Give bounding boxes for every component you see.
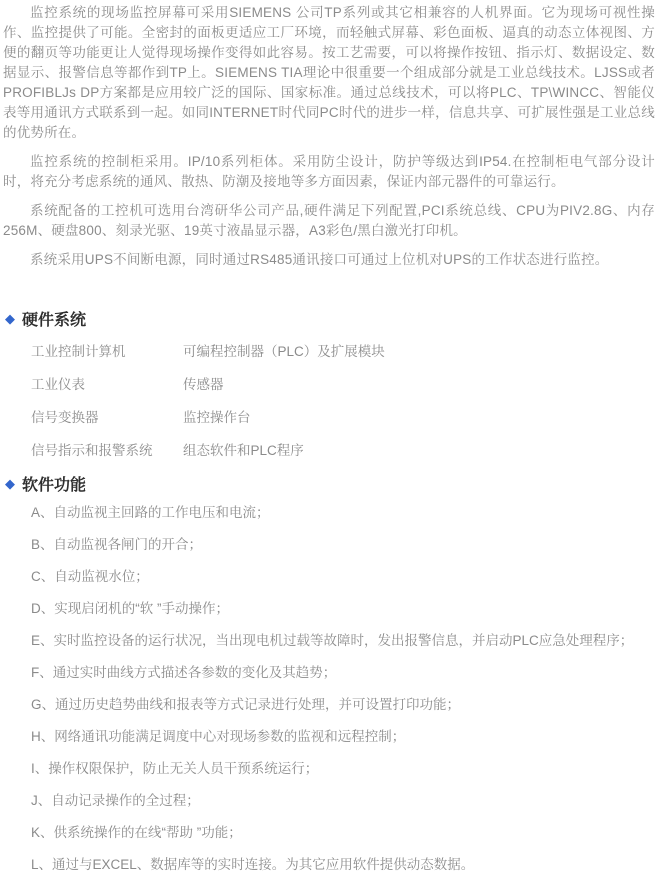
feature-item-g: G、通过历史趋势曲线和报表等方式记录进行处理，并可设置打印功能； bbox=[31, 697, 460, 712]
feature-item-j: J、自动记录操作的全过程； bbox=[31, 793, 200, 808]
feature-item-c: C、自动监视水位； bbox=[31, 569, 149, 584]
diamond-bullet-icon: ◆ bbox=[5, 310, 15, 326]
feature-item-b: B、自动监视各闸门的开合； bbox=[31, 537, 203, 552]
feature-item-h: H、网络通讯功能满足调度中心对现场参数的监视和远程控制； bbox=[31, 729, 406, 744]
spec-term: 工业仪表 bbox=[31, 377, 85, 392]
software-feature-list bbox=[31, 505, 655, 872]
feature-item-d: D、实现启闭机的“软 ”手动操作； bbox=[31, 601, 229, 616]
spec-row bbox=[31, 439, 655, 457]
feature-item-l: L、通过与EXCEL、数据库等的实时连接。为其它应用软件提供动态数据。 bbox=[31, 857, 475, 872]
spec-value: 组态软件和PLC程序 bbox=[183, 443, 304, 458]
spec-row bbox=[31, 373, 655, 391]
paragraph-ups: 系统采用UPS不间断电源，同时通过RS485通讯接口可通过上位机对UPS的工作状态进行监控。 bbox=[30, 252, 609, 267]
software-section-heading bbox=[5, 473, 655, 493]
diamond-bullet-icon: ◆ bbox=[5, 475, 15, 491]
feature-item-a: A、自动监视主回路的工作电压和电流； bbox=[31, 505, 270, 520]
software-section-title: 软件功能 bbox=[22, 476, 87, 494]
spec-term: 信号变换器 bbox=[31, 410, 99, 425]
hardware-spec-table bbox=[31, 340, 655, 457]
spec-value: 监控操作台 bbox=[183, 410, 251, 425]
feature-item-k: K、供系统操作的在线“帮助 ”功能； bbox=[31, 825, 242, 840]
hardware-section-heading bbox=[5, 308, 655, 328]
intro-paragraph-hmi: 监控系统的现场监控屏幕可采用SIEMENS 公司TP系列或其它相兼容的人机界面。它为现场可视性操作、监控提供了可能。全密封的面板更适应工厂环境，而轻触式屏幕、彩色面板、逼真的动态立体视图、方便的翻页等功能更让人觉得现场操作变得如此容易。按工艺需要，可以将操作按钮、指示灯、数据设定、数据显示、报警信息等都作到TP上。SIEMENS TIA理论中很重要一个组成部分就是工业总线技术。LJSS或者PROFIBLJs DP方案都是应用较广泛的国际、国家标准。通过总线技术，可以将PLC、TP\WINCC、智能仪表等用通讯方式联系到一起。如同INTERNET时代同PC时代的进步一样，信息共享、可扩展性强是工业总线的优势所在。 bbox=[3, 5, 655, 140]
paragraph-control-cabinet: 监控系统的控制柜采用。IP/10系列柜体。采用防尘设计，防护等级达到IP54.在控制柜电气部分设计时，将充分考虑系统的通风、散热、防潮及接地等多方面因素，保证内部元器件的可靠运行。 bbox=[3, 154, 655, 189]
spec-row bbox=[31, 340, 655, 358]
spec-term: 信号指示和报警系统 bbox=[31, 443, 153, 458]
feature-item-e: E、实时监控设备的运行状况，当出现电机过载等故障时，发出报警信息，并启动PLC应急处理程序； bbox=[31, 633, 634, 648]
spec-value: 传感器 bbox=[183, 377, 224, 392]
feature-item-f: F、通过实时曲线方式描述各参数的变化及其趋势； bbox=[31, 665, 337, 680]
hardware-section-title: 硬件系统 bbox=[22, 311, 87, 329]
spec-row bbox=[31, 406, 655, 424]
paragraph-ipc-config: 系统配备的工控机可选用台湾研华公司产品,硬件满足下列配置,PCI系统总线、CPU为PIV2.8G、内存256M、硬盘800、刻录光驱、19英寸液晶显示器，A3彩色/黑白激光打印机。 bbox=[3, 203, 655, 238]
spec-term: 工业控制计算机 bbox=[31, 344, 126, 359]
spec-value: 可编程控制器（PLC）及扩展模块 bbox=[183, 344, 385, 359]
feature-item-i: I、操作权限保护，防止无关人员干预系统运行； bbox=[31, 761, 319, 776]
